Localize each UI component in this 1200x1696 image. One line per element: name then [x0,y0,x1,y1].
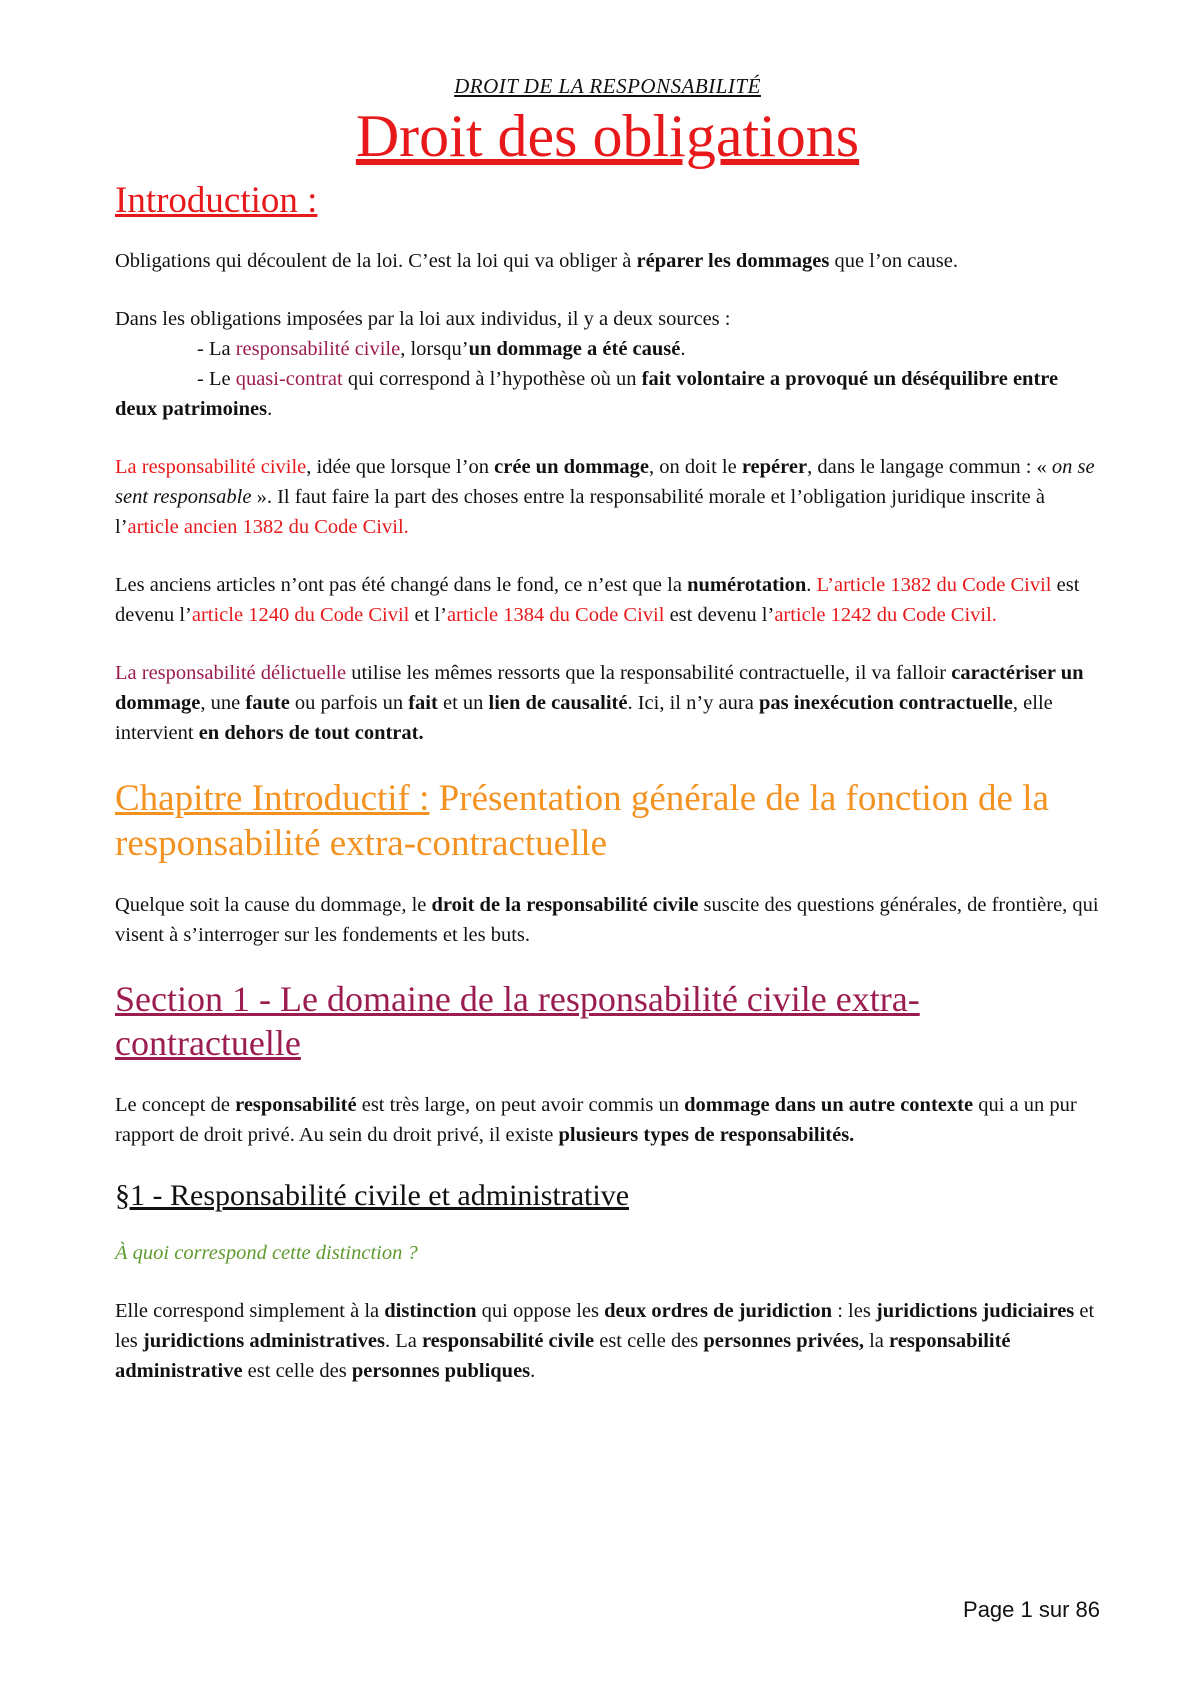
text-run: . Ici, il n’y aura [627,691,759,714]
bold-run: caractériser un dommage [115,661,1084,714]
bold-run: droit de la responsabilité civile [431,893,699,916]
bold-run: dommage dans un autre contexte [684,1093,974,1116]
intro-paragraph-2-lead: Dans les obligations imposées par la loi aux individus, il y a deux sources : [115,307,731,330]
text-run: est celle des [594,1329,704,1352]
bold-run: deux ordres de juridiction [604,1299,833,1322]
bold-run: fait [408,691,438,714]
term-run: responsabilité civile [235,337,401,360]
bold-run: repérer [741,455,808,478]
page-content [115,66,1100,1414]
term-run: quasi-contrat [235,367,343,390]
article-ref: article ancien 1382 du Code Civil. [127,515,409,538]
bold-run: personnes privées, [703,1329,864,1352]
text-run: , idée que lorsque l’on [306,455,495,478]
text-run: Obligations qui découlent de la loi. C’est la loi qui va obliger à [115,249,637,272]
intro-paragraph-4 [115,570,1100,630]
bold-run: faute [245,691,290,714]
text-run: . La [384,1329,422,1352]
text-run: Elle correspond simplement à la [115,1299,385,1322]
intro-paragraph-5 [115,658,1100,748]
list-item-quasi-contract [115,364,1100,424]
text-run: , une [200,691,246,714]
text-run: la [863,1329,890,1352]
text-run: est très large, on peut avoir commis un [356,1093,685,1116]
text-run: - Le [197,367,236,390]
bold-run: en dehors de tout contrat. [198,721,424,744]
text-run: ». Il faut faire la part des choses entre la responsabilité morale et l’obligation juridique inscrite à l’ [115,485,1045,538]
text-run: , dans le langage commun : « [807,455,1052,478]
text-run: qui oppose les [476,1299,605,1322]
bold-run: responsabilité civile [421,1329,595,1352]
article-ref: article 1242 du Code Civil. [774,603,997,626]
bold-run: un dommage a été causé [468,337,681,360]
chapter-paragraph-1 [115,890,1100,950]
text-run: , lorsqu’ [400,337,469,360]
italic-run: on se sent responsable [115,455,1095,508]
paragraph-1-heading: §1 - Responsabilité civile et administrative [115,1178,630,1212]
bold-run: responsabilité administrative [115,1329,1011,1382]
text-run: est devenu l’ [115,573,1080,626]
term-run: La responsabilité civile [115,455,307,478]
text-run: , elle intervient [115,691,1053,744]
text-run: et les [115,1299,1095,1352]
article-ref: article 1384 du Code Civil [446,603,665,626]
text-run: . [530,1359,536,1382]
bold-run: numérotation [687,573,807,596]
text-run: est devenu l’ [664,603,775,626]
bold-run: distinction [384,1299,477,1322]
intro-paragraph-1 [115,246,1100,276]
bold-run: personnes publiques [351,1359,531,1382]
bold-run: lien de causalité [488,691,628,714]
article-ref: L’article 1382 du Code Civil [816,573,1052,596]
chapter-heading [115,776,1100,866]
page-number: Page 1 sur 86 [963,1597,1100,1622]
text-run: est celle des [242,1359,352,1382]
bold-run: plusieurs types de responsabilités. [558,1123,855,1146]
bold-run: fait volontaire a provoqué un déséquilibre entre deux patrimoines [115,367,1059,420]
list-item-civil-liability [115,334,1100,364]
text-run: que l’on cause. [829,249,958,272]
section-1-paragraph-1 [115,1090,1100,1150]
chapter-title: Présentation générale de la fonction de la responsabilité extra-contractuelle [115,777,1049,864]
bold-run: crée un dommage [494,455,650,478]
text-run: qui correspond à l’hypothèse où un [342,367,642,390]
text-run: utilise les mêmes ressorts que la responsabilité contractuelle, il va falloir [346,661,952,684]
document-header: DROIT DE LA RESPONSABILITÉ [454,74,761,98]
bold-run: réparer les dommages [636,249,830,272]
text-run: . [806,573,817,596]
text-run: Le concept de [115,1093,236,1116]
article-ref: article 1240 du Code Civil [191,603,410,626]
text-run: Les anciens articles n’ont pas été changé dans le fond, ce n’est que la [115,573,688,596]
text-run: et l’ [409,603,447,626]
text-run: et un [437,691,489,714]
bold-run: juridictions judiciaires [875,1299,1075,1322]
main-title: Droit des obligations [355,103,860,169]
text-run: . [680,337,686,360]
paragraph-1-question: À quoi correspond cette distinction ? [115,1241,418,1264]
section-1-heading: Section 1 - Le domaine de la responsabilité civile extra-contractuelle [115,978,920,1063]
text-run: qui a un pur rapport de droit privé. Au sein du droit privé, il existe [115,1093,1077,1146]
bold-run: responsabilité [235,1093,357,1116]
paragraph-1-text [115,1296,1100,1386]
text-run: : les [832,1299,876,1322]
intro-paragraph-3 [115,452,1100,542]
text-run: Quelque soit la cause du dommage, le [115,893,432,916]
chapter-label: Chapitre Introductif : [115,777,430,819]
text-run: , on doit le [649,455,742,478]
bold-run: pas inexécution contractuelle [758,691,1013,714]
introduction-heading: Introduction : [115,180,318,221]
text-run: - La [197,337,236,360]
text-run: . [267,397,273,420]
bold-run: juridictions administratives [142,1329,385,1352]
term-run: La responsabilité délictuelle [115,661,347,684]
text-run: ou parfois un [289,691,409,714]
text-run: suscite des questions générales, de frontière, qui visent à s’interroger sur les fondements et les buts. [115,893,1099,946]
